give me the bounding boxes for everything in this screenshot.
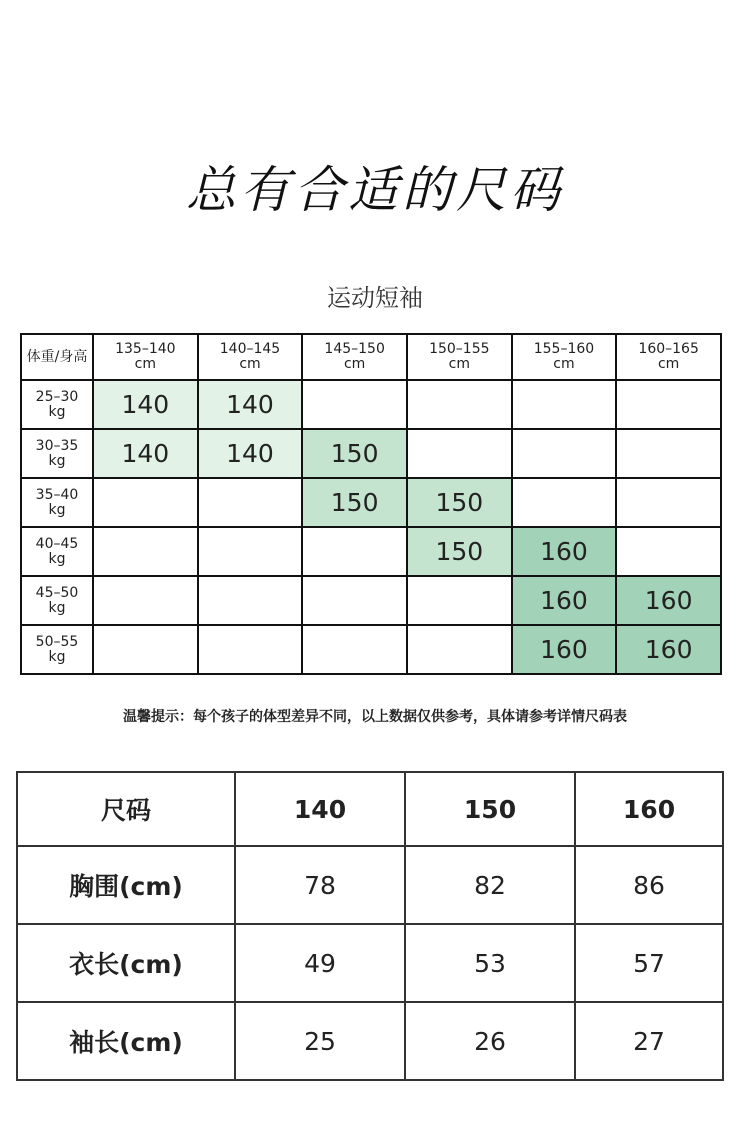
- fit-cell: [93, 576, 198, 625]
- fit-cell: [616, 380, 721, 429]
- fit-table-row: [21, 478, 721, 527]
- fit-cell: 150: [302, 478, 407, 527]
- fit-cell: 150: [407, 527, 512, 576]
- fit-cell: 160: [512, 576, 617, 625]
- fit-cell: [93, 625, 198, 674]
- fit-cell: [512, 429, 617, 478]
- fit-cell: [302, 576, 407, 625]
- fit-table-row: [21, 625, 721, 674]
- weight-row-header: 35–40 kg: [21, 478, 93, 527]
- weight-row-header: 30–35 kg: [21, 429, 93, 478]
- height-column-header: 135–140 cm: [93, 334, 198, 380]
- fit-cell: [616, 478, 721, 527]
- size-header-label: 尺码: [17, 772, 235, 846]
- fit-cell: [616, 429, 721, 478]
- fit-cell: [407, 429, 512, 478]
- fit-cell: 160: [512, 625, 617, 674]
- size-measurement-table: [16, 771, 724, 1081]
- measurement-value: 27: [575, 1002, 723, 1080]
- measurement-value: 26: [405, 1002, 575, 1080]
- fit-cell: [198, 625, 303, 674]
- fit-table-row: [21, 429, 721, 478]
- fit-table-row: [21, 527, 721, 576]
- measurement-value: 53: [405, 924, 575, 1002]
- size-header-cell: 150: [405, 772, 575, 846]
- measurement-value: 82: [405, 846, 575, 924]
- size-table-row-length: [17, 924, 723, 1002]
- height-column-header: 160–165 cm: [616, 334, 721, 380]
- fit-cell: 140: [198, 380, 303, 429]
- fit-table-row: [21, 380, 721, 429]
- fit-table-corner: 体重/身高: [21, 334, 93, 380]
- fit-cell: [198, 478, 303, 527]
- size-fit-table: [20, 333, 722, 675]
- size-table-header-row: [17, 772, 723, 846]
- fit-cell: 140: [93, 429, 198, 478]
- fit-cell: [512, 478, 617, 527]
- size-header-cell: 140: [235, 772, 405, 846]
- fit-cell: [407, 576, 512, 625]
- fit-cell: 140: [198, 429, 303, 478]
- size-table-row-chest: [17, 846, 723, 924]
- fit-cell: 160: [512, 527, 617, 576]
- fit-cell: 160: [616, 576, 721, 625]
- height-column-header: 150–155 cm: [407, 334, 512, 380]
- fit-table-header-row: [21, 334, 721, 380]
- fit-cell: [407, 380, 512, 429]
- measurement-label: 袖长(cm): [17, 1002, 235, 1080]
- measurement-value: 57: [575, 924, 723, 1002]
- fit-table-row: [21, 576, 721, 625]
- fit-cell: 160: [616, 625, 721, 674]
- size-table-row-sleeve: [17, 1002, 723, 1080]
- weight-row-header: 45–50 kg: [21, 576, 93, 625]
- size-header-cell: 160: [575, 772, 723, 846]
- fit-cell: [302, 625, 407, 674]
- measurement-value: 86: [575, 846, 723, 924]
- fit-cell: [93, 527, 198, 576]
- fit-cell: [407, 625, 512, 674]
- fit-cell: [198, 576, 303, 625]
- height-column-header: 145–150 cm: [302, 334, 407, 380]
- fit-cell: [616, 527, 721, 576]
- height-column-header: 155–160 cm: [512, 334, 617, 380]
- fit-cell: 140: [93, 380, 198, 429]
- measurement-label: 胸围(cm): [17, 846, 235, 924]
- weight-row-header: 50–55 kg: [21, 625, 93, 674]
- fit-cell: 150: [407, 478, 512, 527]
- product-subtitle: 运动短袖: [327, 284, 423, 312]
- weight-row-header: 40–45 kg: [21, 527, 93, 576]
- fit-cell: [302, 380, 407, 429]
- measurement-value: 49: [235, 924, 405, 1002]
- size-notice: 温馨提示：每个孩子的体型差异不同，以上数据仅供参考，具体请参考详情尺码表: [123, 709, 627, 725]
- height-column-header: 140–145 cm: [198, 334, 303, 380]
- fit-cell: [198, 527, 303, 576]
- fit-cell: [93, 478, 198, 527]
- measurement-value: 25: [235, 1002, 405, 1080]
- measurement-value: 78: [235, 846, 405, 924]
- fit-cell: [302, 527, 407, 576]
- page-headline: 总有合适的尺码: [186, 161, 564, 219]
- fit-cell: 150: [302, 429, 407, 478]
- fit-cell: [512, 380, 617, 429]
- measurement-label: 衣长(cm): [17, 924, 235, 1002]
- weight-row-header: 25–30 kg: [21, 380, 93, 429]
